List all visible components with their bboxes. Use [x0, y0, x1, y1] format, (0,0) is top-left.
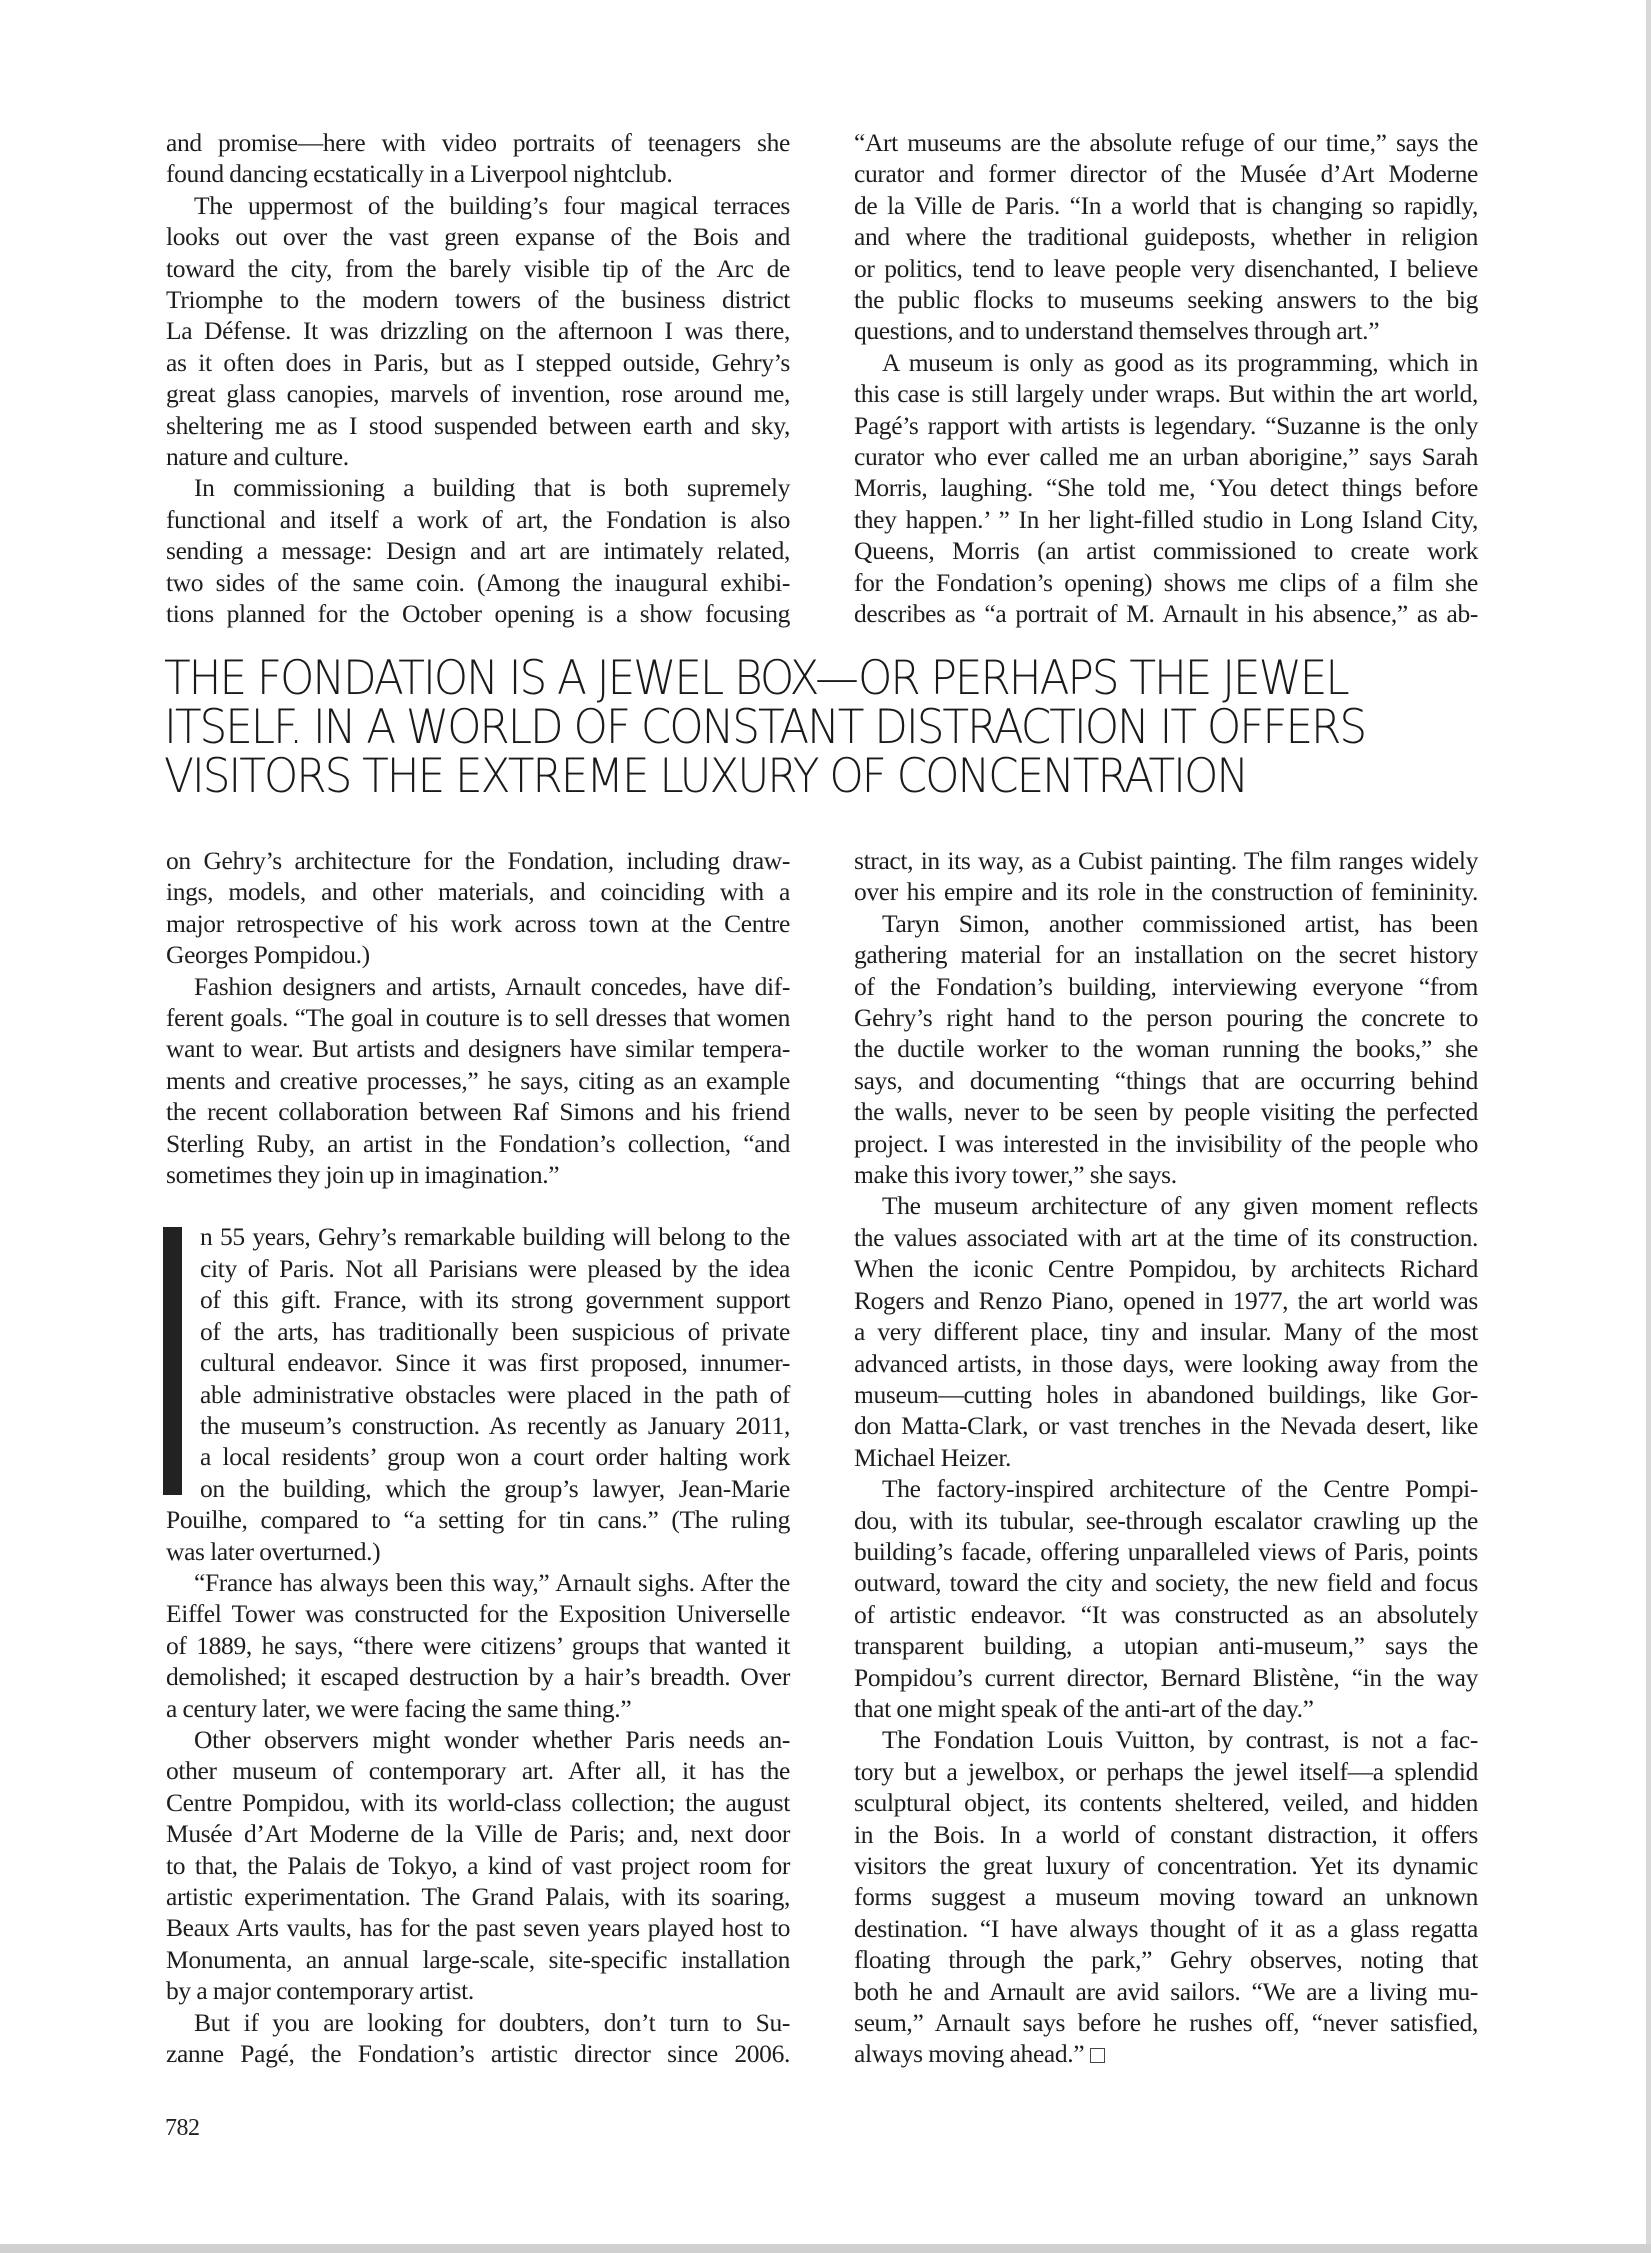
text-line: for the Fondation’s opening) shows me clips of a film she [854, 567, 1478, 597]
text-line: nature and culture. [166, 442, 349, 472]
text-line: cultural endeavor. Since it was first proposed, innumer- [200, 1348, 790, 1378]
text-line: over his empire and its role in the construction of femininity. [854, 877, 1478, 907]
text-line: de la Ville de Paris. “In a world that is changing so rapidly, [854, 190, 1478, 220]
text-line: by a major contemporary artist. [166, 1976, 474, 2006]
text-line: Sterling Ruby, an artist in the Fondation’s collection, “and [166, 1128, 790, 1158]
text-line: Musée d’Art Moderne de la Ville de Paris; and, next door [166, 1819, 790, 1849]
text-line: “France has always been this way,” Arnault sighs. After the [194, 1567, 790, 1597]
paragraph [166, 1567, 790, 1724]
text-line: forms suggest a museum moving toward an unknown [854, 1882, 1478, 1912]
text-line: The museum architecture of any given moment reflects [882, 1191, 1478, 1221]
text-line: advanced artists, in those days, were looking away from the [854, 1348, 1478, 1378]
text-line: curator who ever called me an urban aborigine,” says Sarah [854, 442, 1478, 472]
top-right-column [854, 127, 1478, 630]
text-line: visitors the great luxury of concentration. Yet its dynamic [854, 1851, 1478, 1880]
text-line: as it often does in Paris, but as I stepped outside, Gehry’s [166, 347, 790, 377]
text-line: sending a message: Design and art are intimately related, [166, 536, 790, 566]
page-number: 782 [165, 2115, 200, 2141]
pull-quote [164, 651, 1373, 804]
text-line: ings, models, and other materials, and coinciding with a [166, 877, 790, 907]
paragraph [854, 347, 1478, 630]
top-left-column [166, 127, 790, 630]
text-line: floating through the park,” Gehry observes, noting that [854, 1945, 1478, 1975]
text-line: city of Paris. Not all Parisians were pleased by the idea [200, 1253, 790, 1283]
text-line: gathering material for an installation on the secret history [854, 940, 1478, 970]
text-line: found dancing ecstatically in a Liverpool nightclub. [166, 159, 673, 189]
text-line: Taryn Simon, another commissioned artist, has been [882, 908, 1478, 938]
text-line: and where the traditional guideposts, whether in religion [854, 222, 1478, 252]
text-line: the walls, never to be seen by people visiting the perfected [854, 1097, 1478, 1127]
text-line: Morris, laughing. “She told me, ‘You detect things before [854, 473, 1478, 503]
text-line: of artistic endeavor. “It was constructed as an absolutely [854, 1599, 1478, 1629]
text-line: When the iconic Centre Pompidou, by architects Richard [854, 1254, 1478, 1284]
text-line: n 55 years, Gehry’s remarkable building will belong to the [200, 1222, 790, 1252]
paragraph [854, 1473, 1478, 1724]
text-line: The factory-inspired architecture of the Centre Pompi- [882, 1474, 1478, 1504]
end-of-article-square-icon [1090, 2048, 1105, 2063]
text-line: zanne Pagé, the Fondation’s artistic director since 2006. [166, 2039, 790, 2069]
text-line: In commissioning a building that is both supremely [194, 473, 790, 503]
pull-quote-line: ITSELF. IN A WORLD OF CONSTANT DISTRACTION IT OFFERS [164, 700, 1366, 755]
dropcap-paragraph [166, 1221, 790, 1566]
text-line: major retrospective of his work across town at the Centre [166, 908, 790, 938]
paragraph [166, 1724, 790, 2007]
bottom-left-column [166, 845, 790, 2069]
text-line: on Gehry’s architecture for the Fondation, including draw- [166, 846, 790, 875]
text-line: of this gift. France, with its strong government support [200, 1285, 790, 1315]
paragraph-spacer [166, 1190, 790, 1221]
text-line: two sides of the same coin. (Among the inaugural exhibi- [166, 567, 790, 597]
text-line: a century later, we were facing the same thing.” [166, 1693, 632, 1723]
text-line: both he and Arnault are avid sailors. “We are a living mu- [854, 1976, 1478, 2006]
text-line: describes as “a portrait of M. Arnault in his absence,” as ab- [854, 599, 1478, 629]
text-line: other museum of contemporary art. After all, it has the [166, 1756, 790, 1786]
text-line: sheltering me as I stood suspended between earth and sky, [166, 410, 790, 440]
paragraph [166, 971, 790, 1191]
text-line: of the Fondation’s building, interviewing everyone “from [854, 971, 1478, 1001]
text-line: Centre Pompidou, with its world-class collection; the august [166, 1787, 790, 1817]
text-line: tory but a jewelbox, or perhaps the jewel itself—a splendid [854, 1756, 1478, 1786]
text-line: always moving ahead.” [854, 2039, 1085, 2069]
text-line: Gehry’s right hand to the person pouring the concrete to [854, 1003, 1478, 1033]
paragraph [854, 1190, 1478, 1473]
text-line: the museum’s construction. As recently as January 2011, [200, 1410, 790, 1440]
text-line: outward, toward the city and society, the new field and focus [854, 1568, 1478, 1598]
text-line: looks out over the vast green expanse of the Bois and [166, 222, 790, 252]
paragraph [166, 127, 790, 190]
text-line: Pompidou’s current director, Bernard Blistène, “in the way [854, 1662, 1478, 1692]
text-line: a very different place, tiny and insular. Many of the most [854, 1317, 1478, 1347]
text-line: Georges Pompidou.) [166, 940, 370, 970]
text-line: transparent building, a utopian anti-museum,” says the [854, 1631, 1478, 1661]
text-line: Pagé’s rapport with artists is legendary. “Suzanne is the only [854, 410, 1478, 440]
text-line: the public flocks to museums seeking answers to the big [854, 285, 1478, 315]
text-line: The uppermost of the building’s four magical terraces [194, 190, 790, 220]
text-line: building’s facade, offering unparalleled views of Paris, points [854, 1536, 1478, 1566]
paragraph [854, 127, 1478, 347]
pull-quote-line: THE FONDATION IS A JEWEL BOX—OR PERHAPS THE JEWEL [164, 651, 1348, 706]
page-edge-bottom [0, 2244, 1651, 2253]
dropcap-indented-text [166, 1221, 790, 1504]
text-line: able administrative obstacles were placed in the path of [200, 1379, 790, 1409]
text-line: “Art museums are the absolute refuge of our time,” says the [854, 128, 1478, 157]
text-line: La Défense. It was drizzling on the afternoon I was there, [166, 316, 790, 346]
text-line: to that, the Palais de Tokyo, a kind of vast project room for [166, 1850, 790, 1880]
text-line: Eiffel Tower was constructed for the Exposition Universelle [166, 1599, 790, 1629]
text-line: Monumenta, an annual large-scale, site-specific installation [166, 1944, 790, 1974]
text-line: a local residents’ group won a court order halting work [200, 1442, 790, 1472]
text-line: seum,” Arnault says before he rushes off, “never satisfied, [854, 2008, 1478, 2038]
paragraph [166, 190, 790, 473]
dropcap-letter-i [163, 1227, 182, 1495]
bottom-right-column [854, 845, 1478, 2070]
pull-quote-line: VISITORS THE EXTREME LUXURY OF CONCENTRATION [164, 749, 1247, 804]
text-line: don Matta-Clark, or vast trenches in the Nevada desert, like [854, 1411, 1478, 1441]
text-line: the recent collaboration between Raf Simons and his friend [166, 1097, 790, 1127]
text-line: Beaux Arts vaults, has for the past seven years played host to [166, 1913, 790, 1943]
text-line: sculptural object, its contents sheltered, veiled, and hidden [854, 1788, 1478, 1818]
text-line: questions, and to understand themselves through art.” [854, 316, 1380, 346]
paragraph [854, 845, 1478, 908]
text-line: Queens, Morris (an artist commissioned to create work [854, 536, 1478, 566]
text-line: want to wear. But artists and designers have similar tempera- [166, 1034, 790, 1064]
text-line: that one might speak of the anti-art of the day.” [854, 1693, 1314, 1723]
text-line: says, and documenting “things that are occurring behind [854, 1065, 1478, 1095]
text-line: Other observers might wonder whether Paris needs an- [194, 1724, 790, 1754]
text-line: functional and itself a work of art, the Fondation is also [166, 504, 790, 534]
text-line: the ductile worker to the woman running the books,” she [854, 1034, 1478, 1064]
paragraph [166, 845, 790, 971]
text-line: The Fondation Louis Vuitton, by contrast, is not a fac- [882, 1725, 1478, 1755]
text-line: in the Bois. In a world of constant distraction, it offers [854, 1819, 1478, 1849]
text-line: Pouilhe, compared to “a setting for tin cans.” (The ruling [166, 1505, 790, 1535]
text-line: on the building, which the group’s lawyer, Jean-Marie [200, 1473, 790, 1503]
text-line: Triomphe to the modern towers of the business district [166, 285, 790, 315]
text-line: toward the city, from the barely visible tip of the Arc de [166, 253, 790, 283]
text-line: they happen.’ ” In her light-filled studio in Long Island City, [854, 504, 1478, 534]
text-line: project. I was interested in the invisibility of the people who [854, 1128, 1478, 1158]
text-line: Michael Heizer. [854, 1442, 1012, 1472]
text-line: great glass canopies, marvels of invention, rose around me, [166, 379, 790, 409]
text-line: was later overturned.) [166, 1536, 381, 1566]
text-line: stract, in its way, as a Cubist painting. The film ranges widely [854, 846, 1478, 875]
text-line: of the arts, has traditionally been suspicious of private [200, 1316, 790, 1346]
text-line: Rogers and Renzo Piano, opened in 1977, the art world was [854, 1285, 1478, 1315]
text-line: or politics, tend to leave people very disenchanted, I believe [854, 253, 1478, 283]
text-line: curator and former director of the Musée d’Art Moderne [854, 159, 1478, 189]
paragraph [166, 472, 790, 629]
text-line: this case is still largely under wraps. But within the art world, [854, 379, 1478, 409]
text-line: destination. “I have always thought of it as a glass regatta [854, 1913, 1478, 1943]
paragraph [854, 1724, 1478, 2069]
text-line: Fashion designers and artists, Arnault concedes, have dif- [194, 971, 790, 1001]
text-line: museum—cutting holes in abandoned buildings, like Gor- [854, 1379, 1478, 1409]
text-line: of 1889, he says, “there were citizens’ groups that wanted it [166, 1630, 790, 1660]
text-line: the values associated with art at the time of its construction. [854, 1222, 1478, 1252]
text-line-with-end-mark [854, 2038, 1478, 2069]
text-line: But if you are looking for doubters, don’t turn to Su- [194, 2007, 790, 2037]
text-line: ments and creative processes,” he says, citing as an example [166, 1065, 790, 1095]
text-line: sometimes they join up in imagination.” [166, 1160, 560, 1190]
paragraph [854, 908, 1478, 1191]
text-line: A museum is only as good as its programming, which in [882, 347, 1478, 377]
text-line: dou, with its tubular, see-through escalator crawling up the [854, 1505, 1478, 1535]
text-line: artistic experimentation. The Grand Palais, with its soaring, [166, 1882, 790, 1911]
paragraph [166, 2007, 790, 2070]
text-line: demolished; it escaped destruction by a hair’s breadth. Over [166, 1662, 790, 1692]
text-line: ferent goals. “The goal in couture is to sell dresses that women [166, 1003, 790, 1033]
text-line: and promise—here with video portraits of teenagers she [166, 128, 790, 157]
text-line: tions planned for the October opening is a show focusing [166, 599, 790, 629]
page-edge-right [1646, 0, 1651, 2253]
text-line: make this ivory tower,” she says. [854, 1160, 1177, 1190]
